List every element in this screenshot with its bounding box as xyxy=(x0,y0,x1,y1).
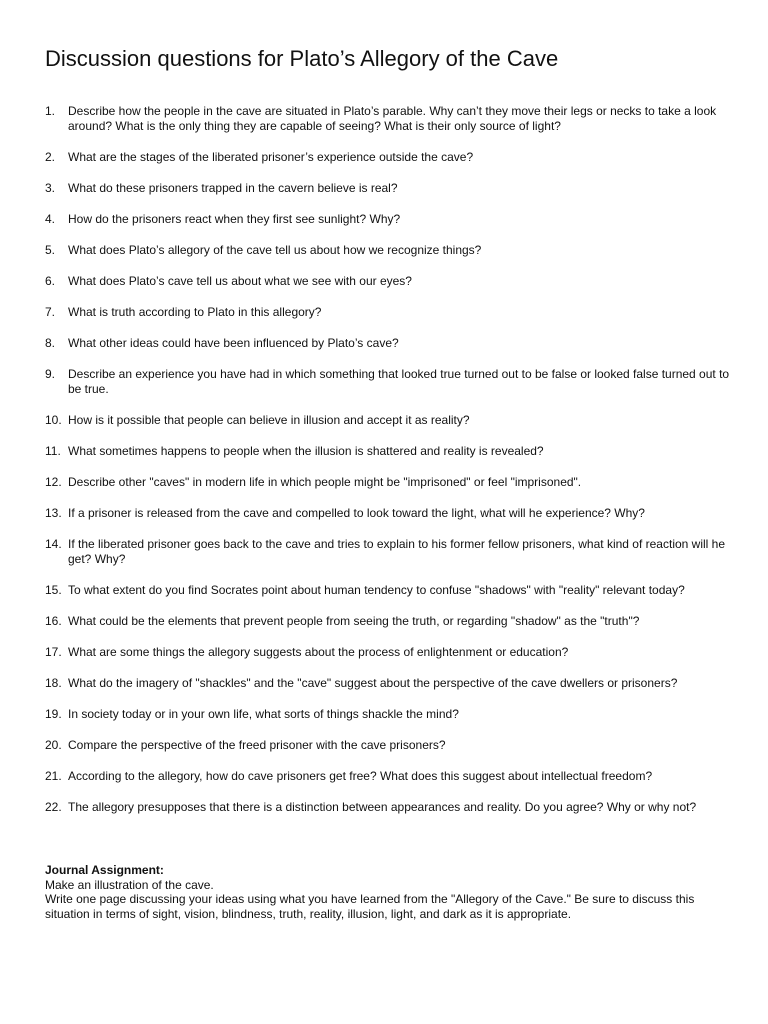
question-text: If a prisoner is released from the cave and compelled to look toward the light, what will he experience? Why? xyxy=(68,506,645,520)
question-item xyxy=(45,769,730,784)
question-item xyxy=(45,150,730,165)
question-item xyxy=(45,444,730,459)
question-number: 12. xyxy=(45,475,62,489)
question-item xyxy=(45,475,730,490)
question-item xyxy=(45,336,730,351)
question-item xyxy=(45,506,730,521)
question-text: According to the allegory, how do cave prisoners get free? What does this suggest about intellectual freedom? xyxy=(68,769,653,783)
question-number: 20. xyxy=(45,738,62,752)
question-text: What other ideas could have been influenced by Plato’s cave? xyxy=(68,336,399,350)
question-item xyxy=(45,274,730,289)
question-number: 4. xyxy=(45,212,56,226)
question-number: 16. xyxy=(45,614,62,628)
question-text: How is it possible that people can believe in illusion and accept it as reality? xyxy=(68,413,470,427)
question-text: Describe how the people in the cave are situated in Plato’s parable. Why can’t they move their legs or necks to take a look around? What is the only thing they are capable of seeing? What is their only source of light? xyxy=(68,104,717,133)
question-text: What could be the elements that prevent people from seeing the truth, or regarding "shadow" as the "truth"? xyxy=(68,614,640,628)
question-number: 6. xyxy=(45,274,56,288)
question-item xyxy=(45,583,730,598)
question-item xyxy=(45,413,730,428)
question-text: Compare the perspective of the freed prisoner with the cave prisoners? xyxy=(68,738,446,752)
question-number: 17. xyxy=(45,645,62,659)
question-item xyxy=(45,104,730,134)
question-item xyxy=(45,212,730,227)
question-item xyxy=(45,645,730,660)
question-list xyxy=(45,104,730,815)
question-number: 18. xyxy=(45,676,62,690)
journal-line-writing: Write one page discussing your ideas using what you have learned from the "Allegory of the Cave." Be sure to discuss this situation in terms of sight, vision, blindness, truth, reality, illusion, light, and dark as it is appropriate. xyxy=(45,892,695,921)
question-text: Describe an experience you have had in which something that looked true turned out to be false or looked false turned out to be true. xyxy=(68,367,730,396)
journal-heading: Journal Assignment: xyxy=(45,863,164,877)
question-text: What are some things the allegory suggests about the process of enlightenment or education? xyxy=(68,645,569,659)
journal-line-illustration: Make an illustration of the cave. xyxy=(45,877,214,892)
question-number: 3. xyxy=(45,181,56,195)
question-item xyxy=(45,738,730,753)
question-item xyxy=(45,614,730,629)
question-number: 13. xyxy=(45,506,62,520)
question-item xyxy=(45,367,730,397)
question-number: 19. xyxy=(45,707,62,721)
question-text: To what extent do you find Socrates point about human tendency to confuse "shadows" with "reality" relevant today? xyxy=(68,583,685,597)
question-text: What are the stages of the liberated prisoner’s experience outside the cave? xyxy=(68,150,474,164)
question-number: 5. xyxy=(45,243,56,257)
question-text: What sometimes happens to people when the illusion is shattered and reality is revealed? xyxy=(68,444,544,458)
journal-assignment xyxy=(45,863,730,921)
question-number: 21. xyxy=(45,769,62,783)
question-item xyxy=(45,537,730,567)
question-text: What do these prisoners trapped in the cavern believe is real? xyxy=(68,181,398,195)
question-item xyxy=(45,243,730,258)
question-text: In society today or in your own life, what sorts of things shackle the mind? xyxy=(68,707,459,721)
question-number: 22. xyxy=(45,800,62,814)
question-number: 11. xyxy=(45,444,61,458)
question-text: What does Plato’s cave tell us about what we see with our eyes? xyxy=(68,274,412,288)
question-number: 8. xyxy=(45,336,56,350)
question-number: 2. xyxy=(45,150,56,164)
question-text: What do the imagery of "shackles" and the "cave" suggest about the perspective of the cave dwellers or prisoners? xyxy=(68,676,678,690)
question-item xyxy=(45,707,730,722)
question-number: 14. xyxy=(45,537,62,551)
question-item xyxy=(45,676,730,691)
question-number: 7. xyxy=(45,305,56,319)
page-title: Discussion questions for Plato’s Allegory of the Cave xyxy=(45,46,559,71)
question-text: What does Plato’s allegory of the cave tell us about how we recognize things? xyxy=(68,243,482,257)
question-number: 1. xyxy=(45,104,56,118)
question-number: 9. xyxy=(45,367,56,381)
question-text: If the liberated prisoner goes back to the cave and tries to explain to his former fellow prisoners, what kind of reaction will he get? Why? xyxy=(68,537,726,566)
question-item xyxy=(45,181,730,196)
question-number: 10. xyxy=(45,413,62,427)
question-item xyxy=(45,800,730,815)
question-text: The allegory presupposes that there is a distinction between appearances and reality. Do you agree? Why or why not? xyxy=(68,800,697,814)
question-text: How do the prisoners react when they first see sunlight? Why? xyxy=(68,212,401,226)
question-text: What is truth according to Plato in this allegory? xyxy=(68,305,322,319)
question-item xyxy=(45,305,730,320)
question-number: 15. xyxy=(45,583,62,597)
question-text: Describe other "caves" in modern life in which people might be "imprisoned" or feel "imprisoned". xyxy=(68,475,582,489)
